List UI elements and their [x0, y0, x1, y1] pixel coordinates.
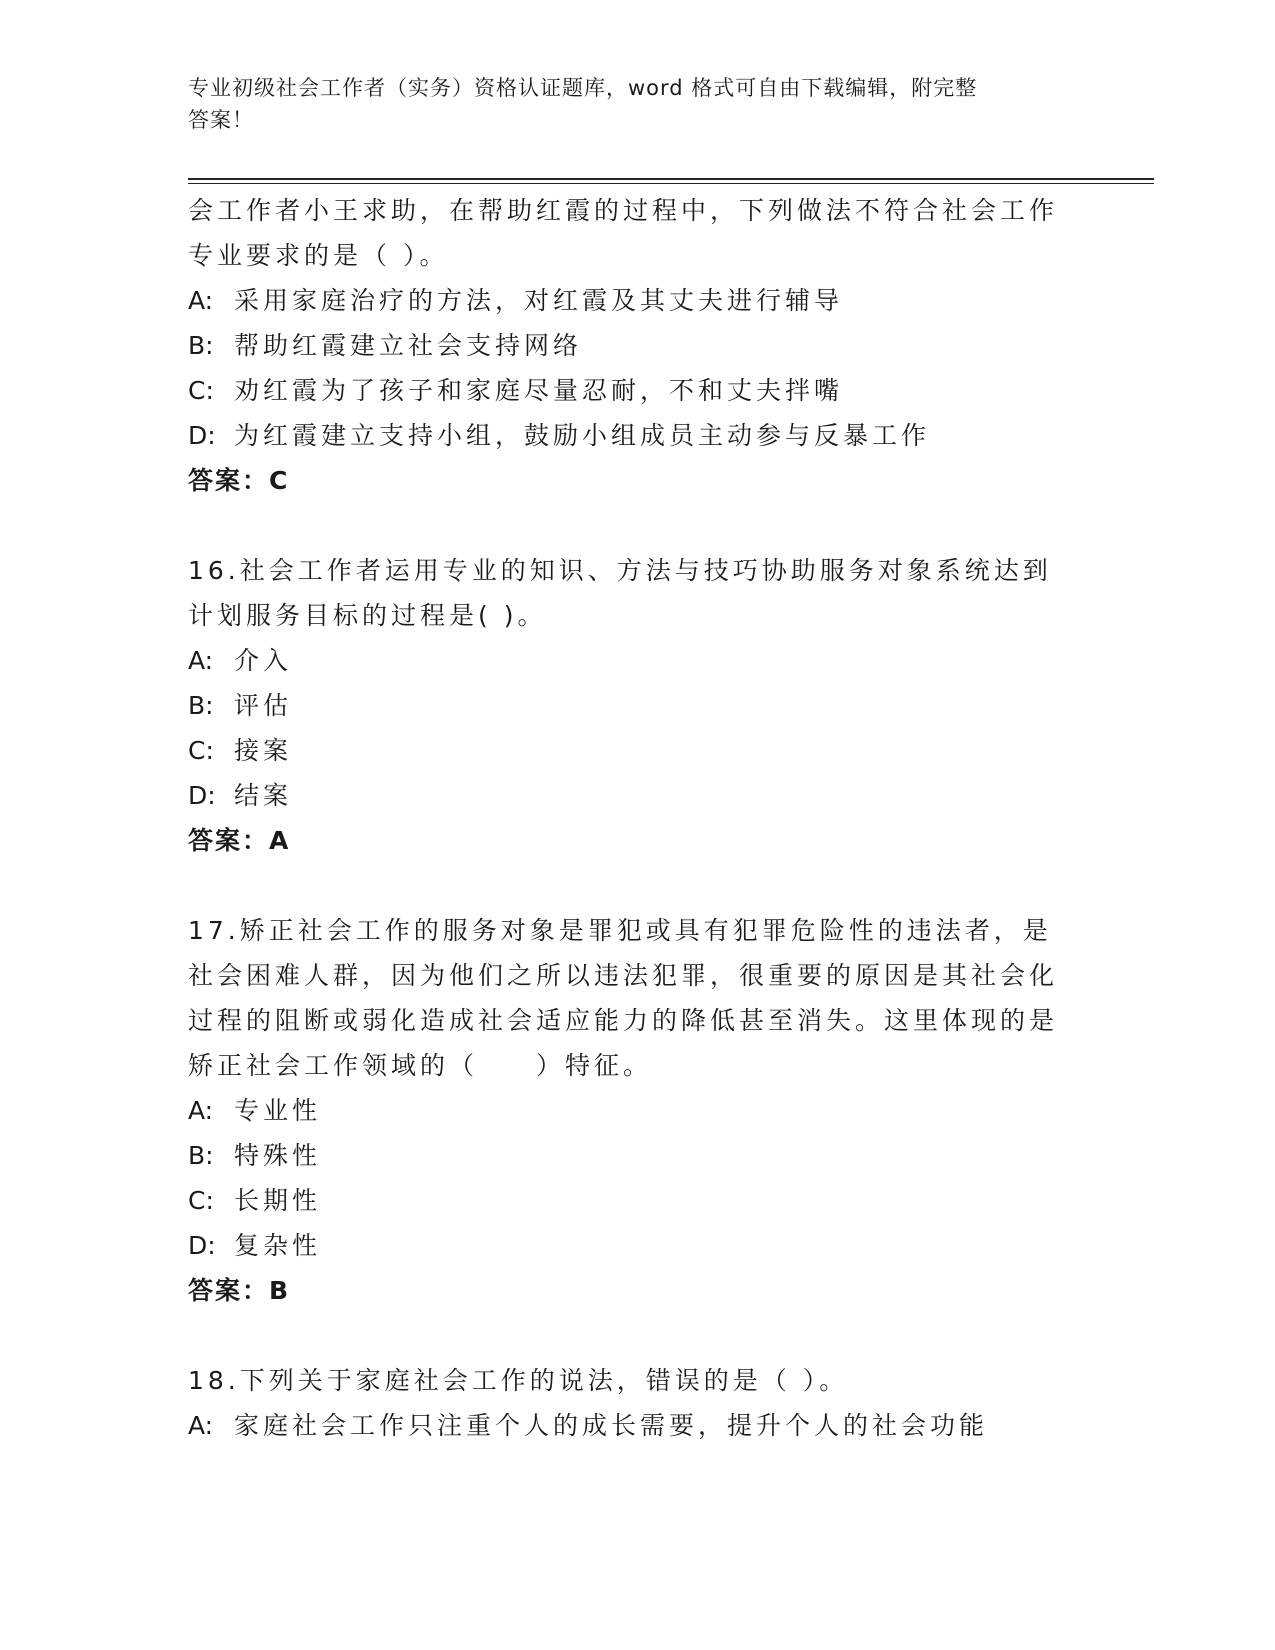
- option-text: 介入: [234, 646, 293, 675]
- option-letter: B:: [188, 1141, 214, 1170]
- option-letter: C:: [188, 736, 214, 765]
- option-letter: D:: [188, 1231, 216, 1260]
- option-letter: B:: [188, 691, 214, 720]
- option-letter: D:: [188, 781, 216, 810]
- question-block: [188, 548, 1078, 863]
- document-header: [188, 72, 1088, 136]
- question-block: [188, 1358, 1078, 1448]
- option-a: [188, 1403, 1078, 1448]
- question-block: [188, 908, 1078, 1313]
- spacer: [188, 863, 1078, 908]
- answer-line: 答案：B: [188, 1276, 291, 1305]
- header-line: 专业初级社会工作者（实务）资格认证题库，word 格式可自由下载编辑，附完整: [188, 76, 978, 100]
- option-letter: A:: [188, 646, 214, 675]
- option-b: [188, 323, 1078, 368]
- option-text: 为红霞建立支持小组，鼓励小组成员主动参与反暴工作: [234, 421, 931, 450]
- option-a: [188, 638, 1078, 683]
- option-text: 家庭社会工作只注重个人的成长需要，提升个人的社会功能: [234, 1411, 989, 1440]
- option-letter: C:: [188, 1186, 214, 1215]
- option-text: 帮助红霞建立社会支持网络: [234, 331, 583, 360]
- option-d: [188, 1223, 1078, 1268]
- option-text: 采用家庭治疗的方法，对红霞及其丈夫进行辅导: [234, 286, 844, 315]
- option-letter: A:: [188, 1096, 214, 1125]
- question-list: [188, 188, 1078, 1448]
- option-letter: B:: [188, 331, 214, 360]
- option-c: [188, 368, 1078, 413]
- option-text: 长期性: [234, 1186, 322, 1215]
- answer-line: 答案：C: [188, 466, 290, 495]
- option-text: 专业性: [234, 1096, 322, 1125]
- header-line: 答案！: [188, 108, 254, 132]
- option-c: [188, 1178, 1078, 1223]
- header-divider: [188, 178, 1154, 180]
- option-letter: D:: [188, 421, 216, 450]
- header-divider: [188, 183, 1154, 184]
- question-text: 16.社会工作者运用专业的知识、方法与技巧协助服务对象系统达到计划服务目标的过程是( )。: [188, 556, 1052, 630]
- option-d: [188, 773, 1078, 818]
- question-text: 17.矫正社会工作的服务对象是罪犯或具有犯罪危险性的违法者，是社会困难人群，因为他们之所以违法犯罪，很重要的原因是其社会化过程的阻断或弱化造成社会适应能力的降低甚至消失。这里体现的是矫正社会工作领域的（ ）特征。: [188, 916, 1059, 1080]
- option-text: 劝红霞为了孩子和家庭尽量忍耐，不和丈夫拌嘴: [234, 376, 844, 405]
- spacer: [188, 1313, 1078, 1358]
- option-text: 复杂性: [234, 1231, 322, 1260]
- option-b: [188, 683, 1078, 728]
- option-text: 结案: [234, 781, 293, 810]
- spacer: [188, 503, 1078, 548]
- question-block: [188, 188, 1078, 503]
- question-text: 18.下列关于家庭社会工作的说法，错误的是（ ）。: [188, 1366, 849, 1395]
- option-d: [188, 413, 1078, 458]
- option-letter: A:: [188, 1411, 214, 1440]
- option-c: [188, 728, 1078, 773]
- option-text: 特殊性: [234, 1141, 322, 1170]
- option-a: [188, 1088, 1078, 1133]
- option-letter: C:: [188, 376, 214, 405]
- answer-line: 答案：A: [188, 826, 291, 855]
- question-text: 会工作者小王求助，在帮助红霞的过程中，下列做法不符合社会工作专业要求的是（ ）。: [188, 196, 1059, 270]
- option-a: [188, 278, 1078, 323]
- option-text: 评估: [234, 691, 293, 720]
- option-b: [188, 1133, 1078, 1178]
- option-letter: A:: [188, 286, 214, 315]
- option-text: 接案: [234, 736, 293, 765]
